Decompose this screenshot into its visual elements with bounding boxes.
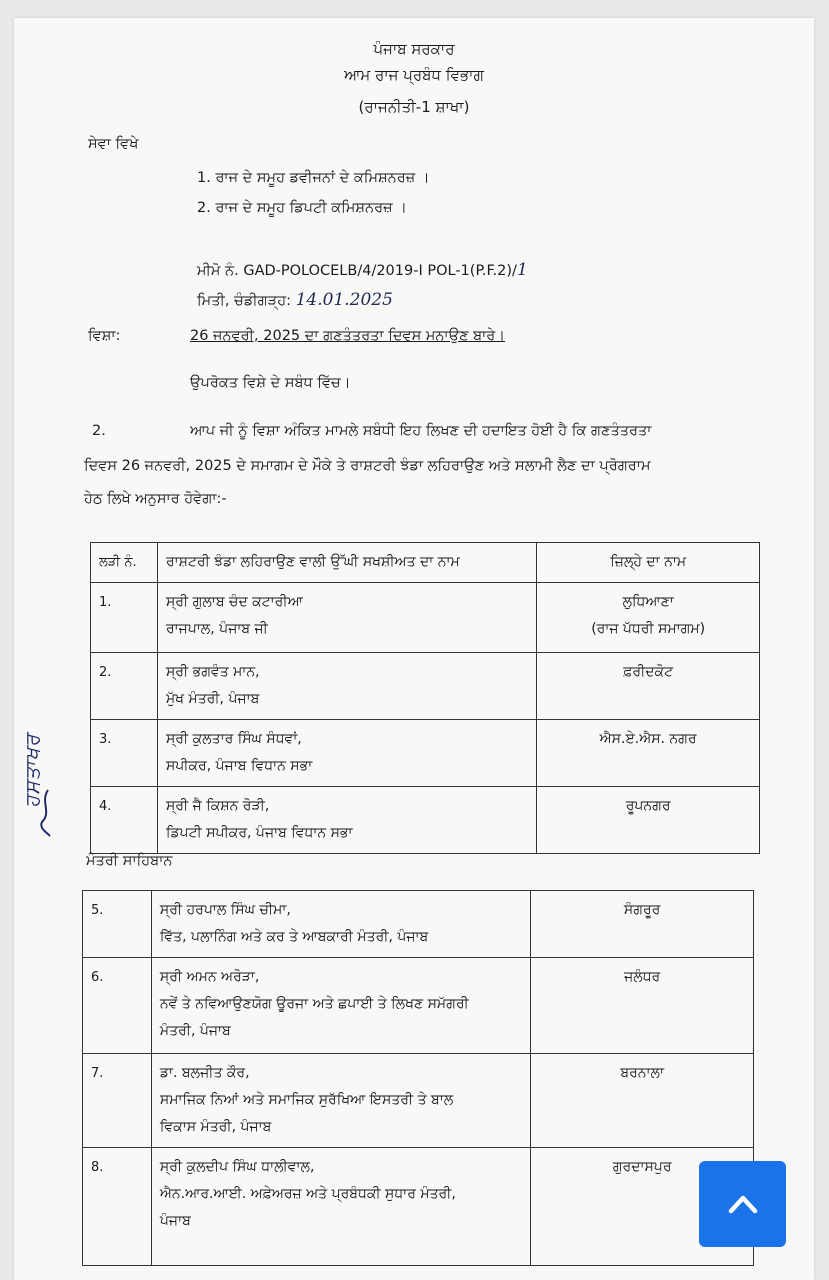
district-name: ਫ਼ਰੀਦਕੋਟ [537, 653, 760, 720]
district-note: (ਰਾਜ ਪੱਧਰੀ ਸਮਾਗਮ) [591, 621, 706, 637]
minister-line-1: ਡਾ. ਬਲਜੀਤ ਕੌਰ, [159, 1065, 250, 1081]
table-row [91, 653, 760, 720]
paragraph-line-2: ਦਿਵਸ 26 ਜਨਵਰੀ, 2025 ਦੇ ਸਮਾਗਮ ਦੇ ਮੌਕੇ ਤੇ ਰਾਸ਼ਟਰੀ ਝੰਡਾ ਲਹਿਰਾਉਣ ਅਤੇ ਸਲਾਮੀ ਲੈਣ ਦਾ ਪ੍ਰੋਗਰਾਮ [84, 458, 651, 474]
table-row [83, 1054, 754, 1148]
margin-handwritten-note: ਹਸਤਾਖਰ [20, 733, 44, 808]
dignitary-name: ਸ੍ਰੀ ਕੁਲਤਾਰ ਸਿੰਘ ਸੰਧਵਾਂ, [165, 731, 302, 747]
row-minister [151, 891, 530, 958]
header-dignitary-name: ਰਾਸ਼ਟਰੀ ਝੰਡਾ ਲਹਿਰਾਉਣ ਵਾਲੀ ਉੱਘੀ ਸਖਸ਼ੀਅਤ ਦਾ ਨਾਮ [157, 543, 536, 583]
table-row [83, 891, 754, 958]
minister-line-2: ਨਵੇਂ ਤੇ ਨਵਿਆਉਣਯੋਗ ਊਰਜਾ ਅਤੇ ਛਪਾਈ ਤੇ ਲਿਖਣ ਸਮੱਗਰੀ [159, 996, 469, 1012]
dignitary-title: ਰਾਜਪਾਲ, ਪੰਜਾਬ ਜੀ [165, 621, 268, 637]
row-dignitary [157, 653, 536, 720]
row-serial-no: 3. [91, 720, 158, 787]
dignitary-name: ਸ੍ਰੀ ਗੁਲਾਬ ਚੰਦ ਕਟਾਰੀਆ [165, 594, 303, 610]
memo-number-handwritten: 1 [516, 260, 528, 280]
row-district [537, 583, 760, 653]
minister-line-1: ਸ੍ਰੀ ਕੁਲਦੀਪ ਸਿੰਘ ਧਾਲੀਵਾਲ, [159, 1159, 315, 1175]
row-serial-no: 2. [91, 653, 158, 720]
memo-date-label: ਮਿਤੀ, ਚੰਡੀਗੜ੍ਹ: [197, 293, 291, 309]
header-line-3: (ਰਾਜਨੀਤੀ-1 ਸ਼ਾਖਾ) [358, 98, 470, 116]
document-page [14, 18, 814, 1280]
header-district-name: ਜ਼ਿਲ੍ਹੇ ਦਾ ਨਾਮ [537, 543, 760, 583]
district-name: ਲੁਧਿਆਣਾ [622, 594, 674, 610]
minister-line-1: ਸ੍ਰੀ ਅਮਨ ਅਰੋੜਾ, [159, 969, 260, 985]
district-name: ਰੂਪਨਗਰ [537, 787, 760, 854]
header-line-2: ਆਮ ਰਾਜ ਪ੍ਰਬੰਧ ਵਿਭਾਗ [344, 66, 484, 84]
minister-line-3: ਵਿਕਾਸ ਮੰਤਰੀ, ਪੰਜਾਬ [159, 1119, 272, 1135]
minister-line-3: ਪੰਜਾਬ [159, 1213, 191, 1229]
paragraph-line-1: ਆਪ ਜੀ ਨੂੰ ਵਿਸ਼ਾ ਅੰਕਿਤ ਮਾਮਲੇ ਸਬੰਧੀ ਇਹ ਲਿਖਣ ਦੀ ਹਦਾਇਤ ਹੋਈ ਹੈ ਕਿ ਗਣਤੰਤਰਤਾ [190, 423, 652, 439]
minister-line-3: ਮੰਤਰੀ, ਪੰਜਾਬ [159, 1023, 231, 1039]
dignitary-title: ਸਪੀਕਰ, ਪੰਜਾਬ ਵਿਧਾਨ ਸਭਾ [165, 758, 313, 774]
dignitary-name: ਸ੍ਰੀ ਜੈ ਕਿਸ਼ਨ ਰੋੜੀ, [165, 798, 270, 814]
addressee-item-1: 1. ਰਾਜ ਦੇ ਸਮੂਹ ਡਵੀਜਨਾਂ ਦੇ ਕਮਿਸ਼ਨਰਜ਼ । [197, 170, 430, 186]
memo-number [197, 260, 528, 280]
table-row [91, 583, 760, 653]
subject-text: 26 ਜਨਵਰੀ, 2025 ਦਾ ਗਣਤੰਤਰਤਾ ਦਿਵਸ ਮਨਾਉਣ ਬਾਰੇ। [190, 328, 506, 344]
table-row [91, 787, 760, 854]
chevron-up-icon [723, 1184, 763, 1224]
minister-line-2: ਵਿੱਤ, ਪਲਾਨਿੰਗ ਅਤੇ ਕਰ ਤੇ ਆਬਕਾਰੀ ਮੰਤਰੀ, ਪੰਜਾਬ [159, 929, 429, 945]
row-serial-no: 6. [83, 958, 152, 1054]
row-serial-no: 1. [91, 583, 158, 653]
memo-number-label: ਮੀਮੋ ਨੰ. GAD-POLOCELB/4/2019-I POL-1(P.F.2)/ [197, 263, 517, 279]
district-name: ਐਸ.ਏ.ਐਸ. ਨਗਰ [537, 720, 760, 787]
row-dignitary [157, 787, 536, 854]
table-row [91, 720, 760, 787]
minister-line-2: ਐਨ.ਆਰ.ਆਈ. ਅਫ਼ੇਅਰਜ਼ ਅਤੇ ਪ੍ਰਬੰਧਕੀ ਸੁਧਾਰ ਮੰਤਰੀ, [159, 1186, 456, 1202]
minister-line-1: ਸ੍ਰੀ ਹਰਪਾਲ ਸਿੰਘ ਚੀਮਾ, [159, 902, 291, 918]
paragraph-number: 2. [92, 423, 106, 439]
scroll-to-top-button[interactable] [699, 1161, 786, 1247]
district-name: ਜਲੰਧਰ [531, 958, 754, 1054]
table-header-row [91, 543, 760, 583]
row-dignitary [157, 720, 536, 787]
table-row [83, 958, 754, 1054]
row-serial-no: 5. [83, 891, 152, 958]
row-serial-no: 7. [83, 1054, 152, 1148]
minister-line-2: ਸਮਾਜਿਕ ਨਿਆਂ ਅਤੇ ਸਮਾਜਿਕ ਸੁਰੱਖਿਆ ਇਸਤਰੀ ਤੇ ਬਾਲ [159, 1092, 454, 1108]
addressee-item-2: 2. ਰਾਜ ਦੇ ਸਮੂਹ ਡਿਪਟੀ ਕਮਿਸ਼ਨਰਜ਼ । [197, 200, 407, 216]
row-minister [151, 1054, 530, 1148]
memo-date-handwritten: 14.01.2025 [295, 290, 393, 310]
row-dignitary [157, 583, 536, 653]
row-minister [151, 1148, 530, 1266]
ministers-table [82, 890, 754, 1266]
subject-label: ਵਿਸ਼ਾ: [88, 328, 121, 344]
district-name: ਸੰਗਰੂਰ [531, 891, 754, 958]
district-name: ਗੁਰਦਾਸਪੁਰ [531, 1148, 754, 1266]
paragraph-line-3: ਹੇਠ ਲਿਖੇ ਅਨੁਸਾਰ ਹੋਵੇਗਾ:- [84, 491, 227, 507]
addressee-label: ਸੇਵਾ ਵਿਖੇ [88, 136, 139, 152]
dignitary-title: ਮੁੱਖ ਮੰਤਰੀ, ਪੰਜਾਬ [165, 691, 260, 707]
header-line-1: ਪੰਜਾਬ ਸਰਕਾਰ [373, 40, 455, 58]
district-name: ਬਰਨਾਲਾ [531, 1054, 754, 1148]
reference-line: ਉਪਰੋਕਤ ਵਿਸ਼ੇ ਦੇ ਸਬੰਧ ਵਿੱਚ। [190, 375, 351, 391]
row-serial-no: 4. [91, 787, 158, 854]
dignitary-name: ਸ੍ਰੀ ਭਗਵੰਤ ਮਾਨ, [165, 664, 260, 680]
dignitary-table [90, 542, 760, 854]
section-heading-ministers: ਮੰਤਰੀ ਸਾਹਿਬਾਨ [86, 853, 173, 869]
table-row [83, 1148, 754, 1266]
dignitary-title: ਡਿਪਟੀ ਸਪੀਕਰ, ਪੰਜਾਬ ਵਿਧਾਨ ਸਭਾ [165, 825, 353, 841]
row-serial-no: 8. [83, 1148, 152, 1266]
header-serial-no: ਲੜੀ ਨੰ. [91, 543, 158, 583]
memo-date [197, 290, 393, 310]
row-minister [151, 958, 530, 1054]
